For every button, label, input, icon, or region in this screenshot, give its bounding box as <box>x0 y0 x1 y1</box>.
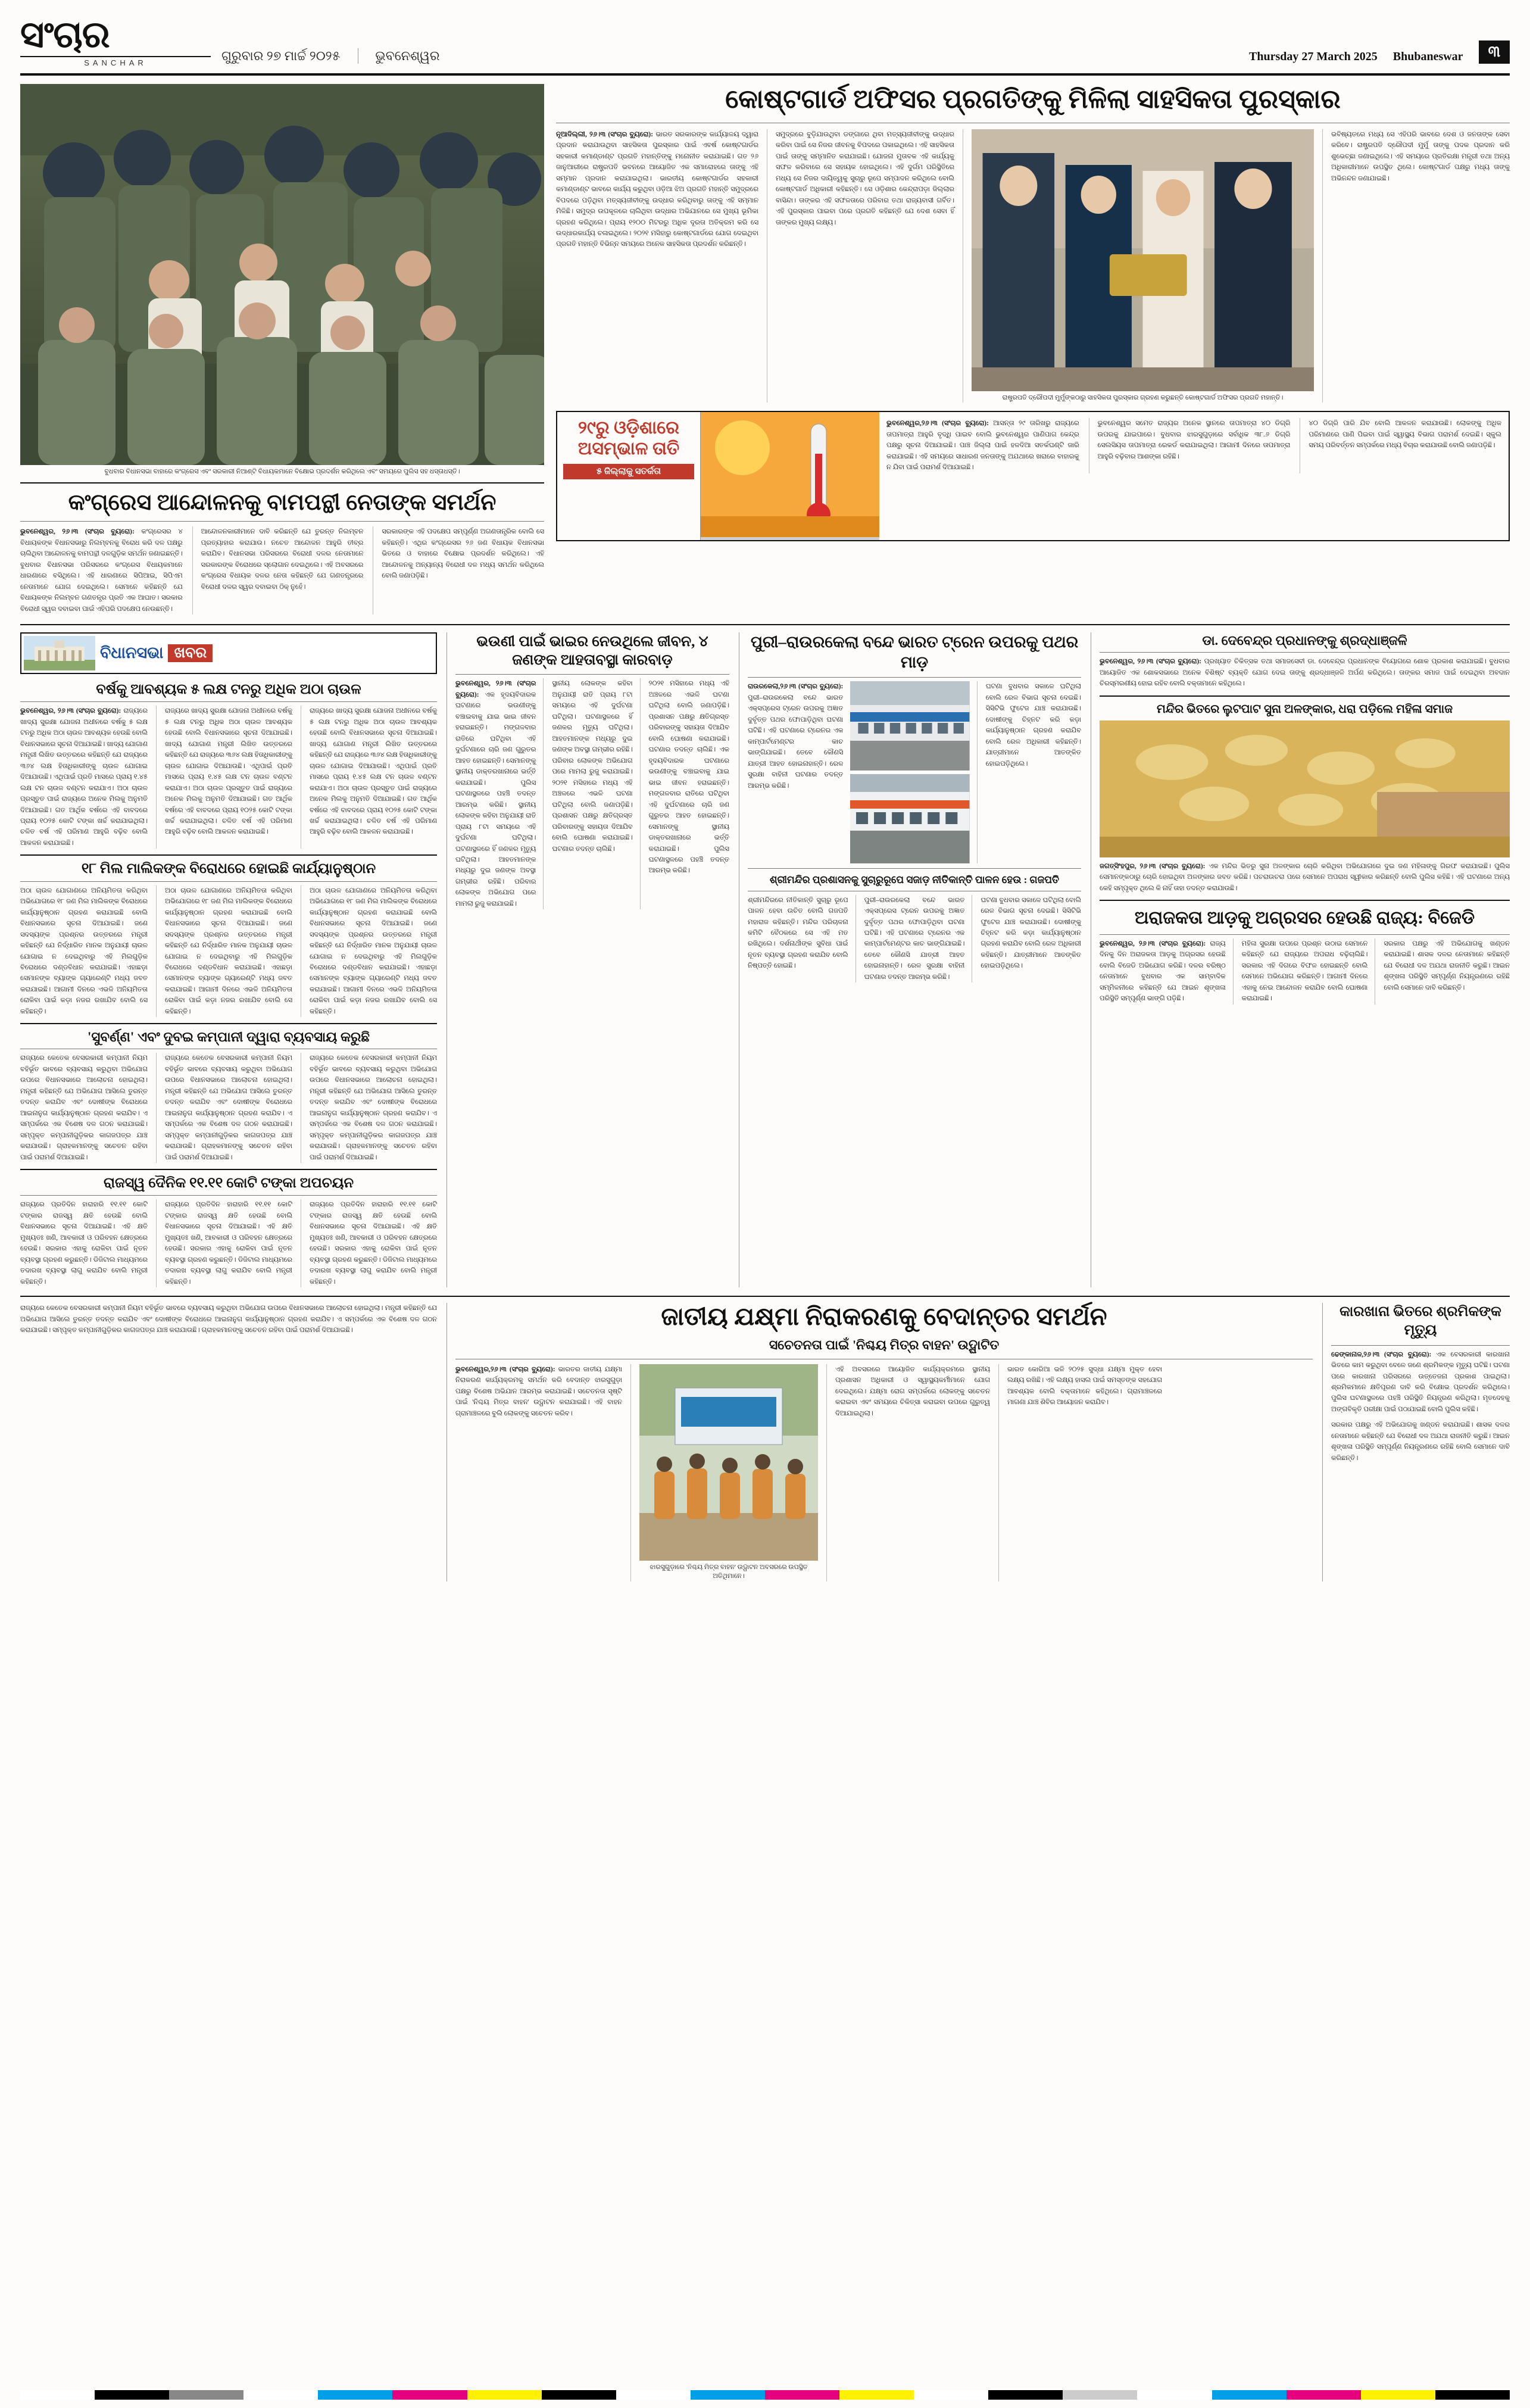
tribute-dateline: ଭୁବନେଶ୍ୱର, ୨୬।୩ (ସଂଚାର ବ୍ୟୁରୋ): <box>1100 658 1201 666</box>
assembly1-col-3: ରାଜ୍ୟରେ ଖାଦ୍ୟ ସୁରକ୍ଷା ଯୋଜନା ଅଧୀନରେ ବର୍ଷକୁ ୫ ଲକ୍ଷ ଟନରୁ ଅଧିକ ଅଠା ଚାଉଳ ଆବଶ୍ୟକ ହେଉଛି ବୋଲି ବିଧାନସଭାରେ ସୂଚନା ଦିଆଯାଇଛି। ଖାଦ୍ୟ ଯୋଗାଣ ମନ୍ତ୍ରୀ ଲିଖିତ ଉତ୍ତରରେ କହିଛନ୍ତି ଯେ ରାଜ୍ୟରେ ୩୬୪ ଲକ୍ଷ ହିତାଧିକାରୀଙ୍କୁ ଚାଉଳ ଯୋଗାଇ ଦିଆଯାଉଛି। ଏଥିପାଇଁ ପ୍ରତି ମାସରେ ପ୍ରାୟ ୧.୪୫ ଲକ୍ଷ ଟନ ଚାଉଳ ବଣ୍ଟନ କରାଯାଏ। ଅଠା ଚାଉଳ ପ୍ରସ୍ତୁତ ପାଇଁ ରାଜ୍ୟରେ ଅନେକ ମିଲକୁ ଅନୁମତି ଦିଆଯାଇଛି। ଗତ ଆର୍ଥିକ ବର୍ଷରେ ଏହି ବାବଦରେ ପ୍ରାୟ ୧୦୨୫ କୋଟି ଟଙ୍କା ଖର୍ଚ୍ଚ କରାଯାଇଥିଲା। ଚଳିତ ବର୍ଷ ଏହି ପରିମାଣ ଆହୁରି ବଢ଼ିବ ବୋଲି ଆକଳନ କରାଯାଇଛି। <box>301 706 437 849</box>
assembly3-col-1: ରାଜ୍ୟରେ କେତେକ ବେସରକାରୀ କମ୍ପାନୀ ନିୟମ ବହିର୍ଭୂତ ଭାବରେ ବ୍ୟବସାୟ କରୁଥିବା ଅଭିଯୋଗ ଉପରେ ବିଧାନସଭାରେ ଆଲୋଚନା ହୋଇଥିଲା। ମନ୍ତ୍ରୀ କହିଛନ୍ତି ଯେ ଅଭିଯୋଗ ଆସିଲେ ତୁରନ୍ତ ତଦନ୍ତ କରାଯିବ ଏବଂ ଦୋଷୀଙ୍କ ବିରୋଧରେ ଆଇନାନୁଗ କାର୍ଯ୍ୟାନୁଷ୍ଠାନ ଗ୍ରହଣ କରାଯିବ। ଏ ସମ୍ପର୍କରେ ଏକ ବିଶେଷ ଦଳ ଗଠନ କରାଯାଇଛି। ସମ୍ପୃକ୍ତ କମ୍ପାନୀଗୁଡ଼ିକର କାଗଜପତ୍ର ଯାଞ୍ଚ କରାଯାଉଛି। ଗ୍ରାହକମାନଙ୍କୁ ସଚେତନ ରହିବା ପାଇଁ ପରାମର୍ଶ ଦିଆଯାଇଛି। <box>20 1055 148 1161</box>
factory-headline: କାରଖାନା ଭିତରେ ଶ୍ରମିକଙ୍କ ମୃତ୍ୟୁ <box>1339 1304 1501 1339</box>
assembly2-col-3: ଅଠା ଚାଉଳ ଯୋଗାଣରେ ଅନିୟମିତତା କରିଥିବା ଅଭିଯୋଗରେ ୧୮ ଜଣ ମିଲ ମାଲିକଙ୍କ ବିରୋଧରେ କାର୍ଯ୍ୟାନୁଷ୍ଠାନ ଗ୍ରହଣ କରାଯାଇଛି ବୋଲି ବିଧାନସଭାରେ ସୂଚନା ଦିଆଯାଇଛି। ଜଣେ ସଦସ୍ୟଙ୍କ ପ୍ରଶ୍ନର ଉତ୍ତରରେ ମନ୍ତ୍ରୀ କହିଛନ୍ତି ଯେ ନିର୍ଦ୍ଧାରିତ ମାନକ ଅନୁଯାୟୀ ଚାଉଳ ଯୋଗାଇ ନ ଦେଇଥିବାରୁ ଏହି ମିଲଗୁଡ଼ିକ ବିରୋଧରେ ଦଣ୍ଡବିଧାନ କରାଯାଇଛି। ଏହାଛଡ଼ା ସେମାନଙ୍କ ବ୍ୟାଙ୍କ ଗ୍ୟାରେଣ୍ଟି ମଧ୍ୟ ଜବତ କରାଯାଇଛି। ଆଗାମୀ ଦିନରେ ଏଭଳି ଅନିୟମିତତା ରୋକିବା ପାଇଁ କଡ଼ା ନଜର ରଖାଯିବ ବୋଲି ସେ କହିଛନ୍ତି। <box>301 885 437 1018</box>
coastguard-headline: କୋଷ୍ଟଗାର୍ଡ ଅଫିସର ପ୍ରଗତିଙ୍କୁ ମିଳିଲା ସାହସିକତା ପୁରସ୍କାର <box>725 85 1341 114</box>
assembly1-headline: ବର୍ଷକୁ ଆବଶ୍ୟକ ୫ ଲକ୍ଷ ଟନରୁ ଅଧିକ ଅଠା ଚାଉଳ <box>96 681 361 697</box>
right-column <box>1091 632 1510 1287</box>
heatwave-col-1 <box>886 418 1079 473</box>
temple-theft-text: ଏକ ମନ୍ଦିର ଭିତରୁ ସୁନା ଅଳଙ୍କାର ଚୋରି କରିଥିବା ଅଭିଯୋଗରେ ଦୁଇ ଜଣ ମହିଳାଙ୍କୁ ଗିରଫ କରାଯାଇଛି। ପୁଲିସ ସେମାନଙ୍କଠାରୁ ଚୋରି ହୋଇଥିବା ଅଳଙ୍କାର ଜବତ କରିଛି। ପଚରାଉଚରା ପରେ ସେମାନେ ଅପରାଧ ସ୍ୱୀକାର କରିଛନ୍ତି ବୋଲି ପୁଲିସ କହିଛି। ଏହି ଘଟଣାରେ ଅନ୍ୟ କେହି ସମ୍ପୃକ୍ତ ଥିଲେ କି ନାହିଁ ତାହା ତଦନ୍ତ କରାଯାଉଛି। <box>1100 862 1510 892</box>
train-headline: ପୁରୀ–ରାଉରକେଲା ବନ୍ଦେ ଭାରତ ଟ୍ରେନ ଉପରକୁ ପଥର ମାଡ଼ <box>750 632 1079 671</box>
masthead-logo <box>20 17 211 67</box>
masthead-right <box>1249 40 1510 67</box>
assembly-building-image <box>24 636 95 670</box>
lead-photo <box>20 84 544 465</box>
accident-column <box>446 632 729 1287</box>
assembly3-col-2: ରାଜ୍ୟରେ କେତେକ ବେସରକାରୀ କମ୍ପାନୀ ନିୟମ ବହିର୍ଭୂତ ଭାବରେ ବ୍ୟବସାୟ କରୁଥିବା ଅଭିଯୋଗ ଉପରେ ବିଧାନସଭାରେ ଆଲୋଚନା ହୋଇଥିଲା। ମନ୍ତ୍ରୀ କହିଛନ୍ତି ଯେ ଅଭିଯୋଗ ଆସିଲେ ତୁରନ୍ତ ତଦନ୍ତ କରାଯିବ ଏବଂ ଦୋଷୀଙ୍କ ବିରୋଧରେ ଆଇନାନୁଗ କାର୍ଯ୍ୟାନୁଷ୍ଠାନ ଗ୍ରହଣ କରାଯିବ। ଏ ସମ୍ପର୍କରେ ଏକ ବିଶେଷ ଦଳ ଗଠନ କରାଯାଇଛି। ସମ୍ପୃକ୍ତ କମ୍ପାନୀଗୁଡ଼ିକର କାଗଜପତ୍ର ଯାଞ୍ଚ କରାଯାଉଛି। ଗ୍ରାହକମାନଙ୍କୁ ସଚେତନ ରହିବା ପାଇଁ ପରାମର୍ଶ ଦିଆଯାଇଛି। <box>156 1053 292 1163</box>
train-column <box>739 632 1081 1287</box>
bottom-section <box>20 1303 1510 1581</box>
coastguard-dateline: ନୂଆଦିଲ୍ଲୀ, ୨୬।୩ (ସଂଚାର ବ୍ୟୁରୋ): <box>556 130 654 138</box>
bottom-filler-column <box>20 1303 437 1581</box>
heatwave-story <box>556 411 1510 541</box>
assembly4-col-3: ରାଜ୍ୟରେ ପ୍ରତିଦିନ ହାରାହାରି ୧୧.୧୧ କୋଟି ଟଙ୍କାର ରାଜସ୍ୱ କ୍ଷତି ହେଉଛି ବୋଲି ବିଧାନସଭାରେ ସୂଚନା ଦିଆଯାଇଛି। ଏହି କ୍ଷତି ମୁଖ୍ୟତଃ ଖଣି, ଆବକାରୀ ଓ ପରିବହନ କ୍ଷେତ୍ରରେ ହେଉଛି। ସରକାର ଏହାକୁ ରୋକିବା ପାଇଁ ନୂତନ ବ୍ୟବସ୍ଥା ଗ୍ରହଣ କରୁଛନ୍ତି। ଡିଜିଟାଲ ମାଧ୍ୟମରେ ତଦାରଖ ବ୍ୟବସ୍ଥା ଲାଗୁ କରାଯିବ ବୋଲି ମନ୍ତ୍ରୀ କହିଛନ୍ତି। <box>301 1199 437 1287</box>
congress-col-2: ଆନ୍ଦୋଳନକାରୀମାନେ ଦାବି କରିଛନ୍ତି ଯେ ତୁରନ୍ତ ନିଲମ୍ବନ ପ୍ରତ୍ୟାହାର କରାଯାଉ। ନଚେତ ଆନ୍ଦୋଳନ ଆହୁରି ତୀବ୍ର କରାଯିବ। ବିଧାନସଭା ପରିସରରେ ବିରୋଧୀ ଦଳର ନେତାମାନେ ସରକାରଙ୍କ ବିରୋଧରେ ସ୍ଲୋଗାନ ଦେଇଥିଲେ। ଏହି ଅବସରରେ କଂଗ୍ରେସ ବିଧାୟକ ଦଳର ନେତା କହିଛନ୍ତି ଯେ ଗଣତନ୍ତ୍ରରେ ବିରୋଧୀ ଦଳର ସ୍ୱର ଦବାଇବା ଠିକ୍ ନୁହେଁ। <box>192 526 364 615</box>
assembly4-col-1: ରାଜ୍ୟରେ ପ୍ରତିଦିନ ହାରାହାରି ୧୧.୧୧ କୋଟି ଟଙ୍କାର ରାଜସ୍ୱ କ୍ଷତି ହେଉଛି ବୋଲି ବିଧାନସଭାରେ ସୂଚନା ଦିଆଯାଇଛି। ଏହି କ୍ଷତି ମୁଖ୍ୟତଃ ଖଣି, ଆବକାରୀ ଓ ପରିବହନ କ୍ଷେତ୍ରରେ ହେଉଛି। ସରକାର ଏହାକୁ ରୋକିବା ପାଇଁ ନୂତନ ବ୍ୟବସ୍ଥା ଗ୍ରହଣ କରୁଛନ୍ତି। ଡିଜିଟାଲ ମାଧ୍ୟମରେ ତଦାରଖ ବ୍ୟବସ୍ଥା ଲାଗୁ କରାଯିବ ବୋଲି ମନ୍ତ୍ରୀ କହିଛନ୍ତି। <box>20 1201 148 1286</box>
masthead-date-english: Thursday 27 March 2025 <box>1248 50 1378 63</box>
heatwave-subhead: ୫ ଜିଲ୍ଲାକୁ ସତର୍କତା <box>563 464 694 479</box>
heatwave-dateline: ଭୁବନେଶ୍ୱର,୨୬।୩ (ସଂଚାର ବ୍ୟୁରୋ): <box>886 420 989 428</box>
accident-col-3 <box>640 678 729 909</box>
assembly2-headline: ୧୮ ମିଲ ମାଲିକଙ୍କ ବିରୋଧରେ ହୋଇଛି କାର୍ଯ୍ୟାନୁଷ୍ଠାନ <box>81 861 376 877</box>
congress-dateline: ଭୁବନେଶ୍ୱର, ୨୬।୩ (ସଂଚାର ବ୍ୟୁରୋ): <box>20 528 135 536</box>
heatwave-headline: ୨୯ରୁ ଓଡ଼ିଶାରେ ଅସମ୍ଭାଳ ତାତି <box>577 418 680 458</box>
bjd-dateline: ଭୁବନେଶ୍ୱର, ୨୬।୩ (ସଂଚାର ବ୍ୟୁରୋ): <box>1100 940 1206 947</box>
temple-theft-headline: ମନ୍ଦିର ଭିତରେ ଲୁଟପାଟ ସୁନା ଅଳଙ୍କାର, ଧରା ପଡ଼ିଲେ ମହିଳା ସମାଜ <box>1156 702 1453 716</box>
congress-col-1 <box>20 526 183 615</box>
factory-dateline: ଢେଙ୍କାନାଳ,୨୬।୩ (ସଂଚାର ବ୍ୟୁରୋ): <box>1331 1350 1432 1358</box>
coastguard-photo <box>972 129 1314 391</box>
congress-body <box>20 526 544 615</box>
color-registration-bar <box>20 2390 1510 2400</box>
accident-text-3: ୨୦୨୧ ମସିହାରେ ମଧ୍ୟ ଏହି ଅଞ୍ଚଳରେ ଏଭଳି ଘଟଣା ଘଟିଥିଲା ବୋଲି ଜଣାପଡ଼ିଛି। ପ୍ରଶାସନ ପକ୍ଷରୁ କ୍ଷତିଗ୍ରସ୍ତ ପରିବାରଙ୍କୁ ସହାୟତା ଦିଆଯିବ ବୋଲି ଘୋଷଣା କରାଯାଇଛି। ଘଟଣାର ତଦନ୍ତ ଚାଲିଛି। <box>648 680 729 754</box>
lead-photo-block <box>20 84 544 615</box>
accident-text-2: ସ୍ଥାନୀୟ ଲୋକଙ୍କ କହିବା ଅନୁଯାୟୀ ରାତି ପ୍ରାୟ ୮ଟା ସମୟରେ ଏହି ଦୁର୍ଘଟଣା ଘଟିଥିଲା। ଘଟଣାସ୍ଥଳରେ ହିଁ ଜଣକର ମୃତ୍ୟୁ ଘଟିଥିଲା। ଆହତମାନଙ୍କ ମଧ୍ୟରୁ ଦୁଇ ଜଣଙ୍କ ଅବସ୍ଥା ଗମ୍ଭୀର ରହିଛି। ପରିବାର ଲୋକଙ୍କ ଅଭିଯୋଗ ପରେ ମାମଲା ରୁଜୁ କରାଯାଇଛି। <box>552 680 633 776</box>
temple-theft-photo <box>1100 720 1510 857</box>
assembly2-col-2: ଅଠା ଚାଉଳ ଯୋଗାଣରେ ଅନିୟମିତତା କରିଥିବା ଅଭିଯୋଗରେ ୧୮ ଜଣ ମିଲ ମାଲିକଙ୍କ ବିରୋଧରେ କାର୍ଯ୍ୟାନୁଷ୍ଠାନ ଗ୍ରହଣ କରାଯାଇଛି ବୋଲି ବିଧାନସଭାରେ ସୂଚନା ଦିଆଯାଇଛି। ଜଣେ ସଦସ୍ୟଙ୍କ ପ୍ରଶ୍ନର ଉତ୍ତରରେ ମନ୍ତ୍ରୀ କହିଛନ୍ତି ଯେ ନିର୍ଦ୍ଧାରିତ ମାନକ ଅନୁଯାୟୀ ଚାଉଳ ଯୋଗାଇ ନ ଦେଇଥିବାରୁ ଏହି ମିଲଗୁଡ଼ିକ ବିରୋଧରେ ଦଣ୍ଡବିଧାନ କରାଯାଇଛି। ଏହାଛଡ଼ା ସେମାନଙ୍କ ବ୍ୟାଙ୍କ ଗ୍ୟାରେଣ୍ଟି ମଧ୍ୟ ଜବତ କରାଯାଇଛି। ଆଗାମୀ ଦିନରେ ଏଭଳି ଅନିୟମିତତା ରୋକିବା ପାଇଁ କଡ଼ା ନଜର ରଖାଯିବ ବୋଲି ସେ କହିଛନ୍ତି। <box>156 885 292 1018</box>
coastguard-col-1 <box>556 129 758 250</box>
temple-admin-col-2: ପୁରୀ–ରାଉରକେଲା ବନ୍ଦେ ଭାରତ ଏକ୍ସପ୍ରେସ ଟ୍ରେନ ଉପରକୁ ଅଜ୍ଞାତ ଦୁର୍ବୃତ୍ତ ପଥର ଫୋପାଡ଼ିଥିବା ଘଟଣା ଘଟିଛି। ଏହି ଘଟଣାରେ ଟ୍ରେନର ଏକ କାମ୍ପାର୍ଟମେଣ୍ଟର କାଚ ଭାଙ୍ଗିଯାଇଛି। ତେବେ କୌଣସି ଯାତ୍ରୀ ଆହତ ହୋଇନାହାନ୍ତି। ରେଳ ସୁରକ୍ଷା ବାହିନୀ ଘଟଣାର ତଦନ୍ତ ଆରମ୍ଭ କରିଛି। <box>855 895 965 983</box>
congress-col-3: ସରକାରଙ୍କ ଏହି ପଦକ୍ଷେପ ସମ୍ପୂର୍ଣ୍ଣ ଅଗଣତାନ୍ତ୍ରିକ ବୋଲି ସେ କହିଛନ୍ତି। ଏଥିର କଂଗ୍ରେସର ୨୬ ଜଣ ବିଧାୟକ ବିଧାନସଭା ଭିତରେ ଓ ବାହାରେ ବିକ୍ଷୋଭ ପ୍ରଦର୍ଶନ କରିଥିଲେ। ଏହି ଆନ୍ଦୋଳନକୁ ଅନ୍ୟାନ୍ୟ ବିରୋଧୀ ଦଳ ମଧ୍ୟ ସମର୍ଥନ କରିଥିଲେ ବୋଲି ଜଣାପଡ଼ିଛି। <box>373 526 544 615</box>
tb-photo-caption: ଝାରସୁଗୁଡ଼ାରେ 'ନିଶ୍ଚୟ ମିତ୍ର ବାହନ' ଉଦ୍ଘାଟନ ଅବସରରେ ଉପସ୍ଥିତ ଅତିଥିମାନେ। <box>650 1563 808 1580</box>
tb-col-3: ଭାରତ କୋରିଆ ଭଳି ୨୦୨୫ ସୁଦ୍ଧା ଯକ୍ଷ୍ମା ମୁକ୍ତ ହେବା ଲକ୍ଷ୍ୟ ରଖିଛି। ଏହି ଲକ୍ଷ୍ୟ ହାସଲ ପାଇଁ ସମସ୍ତଙ୍କ ସହଯୋଗ ଆବଶ୍ୟକ ବୋଲି ବକ୍ତାମାନେ କହିଥିଲେ। ଗ୍ରାମାଞ୍ଚଳରେ ମାଗଣା ଯାଞ୍ଚ ଶିବିର ଆୟୋଜନ କରାଯିବ। <box>1007 1365 1162 1406</box>
coastguard-col-3: ଭବିଷ୍ୟତରେ ମଧ୍ୟ ସେ ଏହିପରି ଭାବରେ ଦେଶ ଓ ଜନତାଙ୍କ ସେବା କରିବେ। ରାଷ୍ଟ୍ରପତି ଦ୍ରୌପଦୀ ମୁର୍ମୁ ତାଙ୍କୁ ପଦକ ପ୍ରଦାନ କରି ଶୁଭେଚ୍ଛା ଜଣାଇଥିଲେ। ଏହି ସମୟରେ ପ୍ରତିରକ୍ଷା ମନ୍ତ୍ରୀ ତଥା ଅନ୍ୟ ଅଧିକାରୀମାନେ ଉପସ୍ଥିତ ଥିଲେ। କୋଷ୍ଟଗାର୍ଡ ପକ୍ଷରୁ ମଧ୍ୟ ତାଙ୍କୁ ଅଭିନନ୍ଦନ ଜଣାଯାଇଛି। <box>1331 130 1510 182</box>
tb-dateline: ଭୁବନେଶ୍ୱର,୨୬।୩ (ସଂଚାର ବ୍ୟୁରୋ): <box>455 1365 555 1373</box>
bjd-col-1 <box>1100 938 1226 1005</box>
assembly3-headline: 'ସୁବର୍ଣ୍ଣ' ଏବଂ ଦୁବଇ କମ୍ପାନୀ ଦ୍ୱାରା ବ୍ୟବସାୟ କରୁଛି <box>88 1030 370 1045</box>
factory-text: ଏକ ବେସରକାରୀ କାରଖାନା ଭିତରେ କାମ କରୁଥିବା ବେଳେ ଜଣେ ଶ୍ରମିକଙ୍କ ମୃତ୍ୟୁ ଘଟିଛି। ଘଟଣା ପରେ କାରଖାନା ପରିସରରେ ଉତ୍ତେଜନା ପ୍ରକାଶ ପାଇଥିଲା। ଶ୍ରମିକମାନେ କ୍ଷତିପୂରଣ ଦାବି କରି ବିକ୍ଷୋଭ ପ୍ରଦର୍ଶନ କରିଥିଲେ। ପୁଲିସ ଘଟଣାସ୍ଥଳରେ ପହଞ୍ଚି ପରିସ୍ଥିତି ନିୟନ୍ତ୍ରଣ କରିଥିଲା। ମୃତଦେହକୁ ଅଙ୍ଗବିକୃତି ପରୀକ୍ଷା ପାଇଁ ପଠାଯାଇଛି ବୋଲି ପୁଲିସ କହିଛି। <box>1331 1350 1510 1413</box>
masthead-city-odia: ଭୁବନେଶ୍ୱର <box>358 48 439 64</box>
congress-text-1: କଂଗ୍ରେସର ୪ ବିଧାୟକଙ୍କ ବିଧାନସଭାରୁ ନିଲମ୍ବନକୁ ବିରୋଧ କରି ଦଳ ପକ୍ଷରୁ ଚାଲିଥିବା ଆନ୍ଦୋଳନକୁ ବାମପନ୍ଥୀ ଦଳଗୁଡ଼ିକ ସମର୍ଥନ ଜଣାଇଛନ୍ତି। ବୁଧବାର ବିଧାନସଭା ପରିସରରେ କଂଗ୍ରେସ ବିଧାୟକମାନେ ଧାରଣାରେ ବସିଥିଲେ। ଏହି ଧାରଣାରେ ସିପିଆଇ, ସିପିଏମ ନେତାମାନେ ଯୋଗ ଦେଇଥିଲେ। ସେମାନେ କହିଛନ୍ତି ଯେ ବିଧାୟକଙ୍କ ନିଲମ୍ବନ ଗଣତନ୍ତ୍ର ପ୍ରତି ଏକ ଆଘାତ। ସରକାର ବିରୋଧୀ ସ୍ୱର ଦବାଇବା ପାଇଁ ଏହିପରି ପଦକ୍ଷେପ ନେଉଛନ୍ତି। <box>20 528 183 613</box>
accident-text-2b: ୨୦୨୧ ମସିହାରେ ମଧ୍ୟ ଏହି ଅଞ୍ଚଳରେ ଏଭଳି ଘଟଣା ଘଟିଥିଲା ବୋଲି ଜଣାପଡ଼ିଛି। ପ୍ରଶାସନ ପକ୍ଷରୁ କ୍ଷତିଗ୍ରସ୍ତ ପରିବାରଙ୍କୁ ସହାୟତା ଦିଆଯିବ ବୋଲି ଘୋଷଣା କରାଯାଇଛି। ଘଟଣାର ତଦନ୍ତ ଚାଲିଛି। <box>552 779 633 853</box>
train-col-1 <box>748 681 843 791</box>
temple-theft-dateline: ଜଗତ୍‌ସିଂହପୁର, ୨୬।୩ (ସଂଚାର ବ୍ୟୁରୋ): <box>1100 862 1206 870</box>
masthead-city-english: Bhubaneswar <box>1392 50 1463 63</box>
tb-subheadline: ସଚେତନତା ପାଇଁ 'ନିଶ୍ଚୟ ମିତ୍ର ବାହନ' ଉଦ୍ଘାଟିତ <box>769 1337 1000 1352</box>
assembly1-dateline: ଭୁବନେଶ୍ୱର, ୨୬।୩ (ସଂଚାର ବ୍ୟୁରୋ): <box>20 707 121 715</box>
heatwave-title-block <box>557 412 700 540</box>
heatwave-text-1: ଆସନ୍ତା ୨୯ ତାରିଖରୁ ରାଜ୍ୟରେ ତାପମାତ୍ରା ଆହୁରି ବୃଦ୍ଧି ପାଇବ ବୋଲି ଭୁବନେଶ୍ୱର ପାଣିପାଗ କେନ୍ଦ୍ର ପକ୍ଷରୁ ସୂଚନା ଦିଆଯାଇଛି। ପାଞ୍ଚ ଜିଲ୍ଲା ପାଇଁ ହଳଦିଆ ସତର୍କଘଣ୍ଟି ଜାରି କରାଯାଇଛି। ଏହି ସମୟରେ ସାଧାରଣ ଜନତାଙ୍କୁ ଅଯଥାରେ ଖରାରେ ବାହାରକୁ ନ ଯିବା ପାଇଁ ପରାମର୍ଶ ଦିଆଯାଇଛି। <box>886 420 1079 472</box>
train-text-1: ପୁରୀ–ରାଉରକେଲା ବନ୍ଦେ ଭାରତ ଏକ୍ସପ୍ରେସ ଟ୍ରେନ ଉପରକୁ ଅଜ୍ଞାତ ଦୁର୍ବୃତ୍ତ ପଥର ଫୋପାଡ଼ିଥିବା ଘଟଣା ଘଟିଛି। ଏହି ଘଟଣାରେ ଟ୍ରେନର ଏକ କାମ୍ପାର୍ଟମେଣ୍ଟର କାଚ ଭାଙ୍ଗିଯାଇଛି। ତେବେ କୌଣସି ଯାତ୍ରୀ ଆହତ ହୋଇନାହାନ୍ତି। ରେଳ ସୁରକ୍ଷା ବାହିନୀ ଘଟଣାର ତଦନ୍ତ ଆରମ୍ଭ କରିଛି। <box>748 694 844 790</box>
coastguard-photo-caption: ରାଷ୍ଟ୍ରପତି ଦ୍ରୌପଦୀ ମୁର୍ମୁଙ୍କଠାରୁ ସାହସିକତା ପୁରସ୍କାର ଗ୍ରହଣ କରୁଛନ୍ତି କୋଷ୍ଟଗାର୍ଡ ଅଫିସର ପ୍ରଗତି ମହାନ୍ତି। <box>1002 394 1284 401</box>
heatwave-col-3: ୪୦ ଡିଗ୍ରି ପାରି ଯିବ ବୋଲି ଆକଳନ କରାଯାଉଛି। ଲୋକଙ୍କୁ ଅଧିକ ପରିମାଣରେ ପାଣି ପିଇବା ପାଇଁ ସ୍ୱାସ୍ଥ୍ୟ ବିଭାଗ ପରାମର୍ଶ ଦେଇଛି। ସ୍କୁଲ ସମୟ ପରିବର୍ତ୍ତନ ସମ୍ପର୍କରେ ମଧ୍ୟ ବିଚାର କରାଯାଉଛି ବୋଲି ଜଣାପଡ଼ିଛି। <box>1300 418 1501 473</box>
temple-theft-body <box>1100 861 1510 894</box>
accident-text-1: ଏକ ହୃଦୟବିଦାରକ ଘଟଣାରେ ଭଉଣୀଙ୍କୁ ବଞ୍ଚାଇବାକୁ ଯାଇ ଭାଇ ଜୀବନ ହରାଇଛନ୍ତି। ମଙ୍ଗଳବାର ରାତିରେ ଘଟିଥିବା ଏହି ଦୁର୍ଘଟଣାରେ ଚାରି ଜଣ ଗୁରୁତର ଆହତ ହୋଇଛନ୍ତି। ସେମାନଙ୍କୁ ସ୍ଥାନୀୟ ଡାକ୍ତରଖାନାରେ ଭର୍ତ୍ତି କରାଯାଇଛି। ପୁଲିସ ଘଟଣାସ୍ଥଳରେ ପହଞ୍ଚି ତଦନ୍ତ ଆରମ୍ଭ କରିଛି। <box>455 691 536 809</box>
page-number: ୩ <box>1479 40 1510 64</box>
bjd-col-3: ସରକାର ପକ୍ଷରୁ ଏହି ଅଭିଯୋଗକୁ ଖଣ୍ଡନ କରାଯାଇଛି। ଶାସକ ଦଳର ନେତାମାନେ କହିଛନ୍ତି ଯେ ବିରୋଧୀ ଦଳ ଅଯଥା ରାଜନୀତି କରୁଛି। ଆଇନ ଶୃଙ୍ଖଳା ପରିସ୍ଥିତି ସମ୍ପୂର୍ଣ୍ଣ ନିୟନ୍ତ୍ରଣରେ ରହିଛି ବୋଲି ସେମାନେ ଦାବି କରିଛନ୍ତି। <box>1375 938 1510 1005</box>
tb-headline: ଜାତୀୟ ଯକ୍ଷ୍ମା ନିରାକରଣକୁ ବେଦାନ୍ତର ସମର୍ଥନ <box>661 1303 1107 1331</box>
temple-admin-col-1: ଶ୍ରୀମନ୍ଦିରରେ ନୀତିକାନ୍ତି ସୁଚାରୁ ରୂପେ ପାଳନ ହେବା ଉଚିତ ବୋଲି ଗଜପତି ମହାରାଜ କହିଛନ୍ତି। ମନ୍ଦିର ପରିଚାଳନା କମିଟି ବୈଠକରେ ସେ ଏହି ମତ ରଖିଥିଲେ। ଦର୍ଶନାର୍ଥୀଙ୍କ ସୁବିଧା ପାଇଁ ନୂତନ ବ୍ୟବସ୍ଥା ଗ୍ରହଣ କରାଯିବ ବୋଲି ନିଷ୍ପତ୍ତି ହୋଇଛି। <box>748 896 848 970</box>
tribute-body <box>1100 656 1510 689</box>
assembly1-col-1 <box>20 706 148 849</box>
train-dateline: ରାଉରକେଲା,୨୬।୩ (ସଂଚାର ବ୍ୟୁରୋ): <box>748 683 844 691</box>
assembly1-text: ରାଜ୍ୟରେ ଖାଦ୍ୟ ସୁରକ୍ଷା ଯୋଜନା ଅଧୀନରେ ବର୍ଷକୁ ୫ ଲକ୍ଷ ଟନରୁ ଅଧିକ ଅଠା ଚାଉଳ ଆବଶ୍ୟକ ହେଉଛି ବୋଲି ବିଧାନସଭାରେ ସୂଚନା ଦିଆଯାଇଛି। ଖାଦ୍ୟ ଯୋଗାଣ ମନ୍ତ୍ରୀ ଲିଖିତ ଉତ୍ତରରେ କହିଛନ୍ତି ଯେ ରାଜ୍ୟରେ ୩୬୪ ଲକ୍ଷ ହିତାଧିକାରୀଙ୍କୁ ଚାଉଳ ଯୋଗାଇ ଦିଆଯାଉଛି। ଏଥିପାଇଁ ପ୍ରତି ମାସରେ ପ୍ରାୟ ୧.୪୫ ଲକ୍ଷ ଟନ ଚାଉଳ ବଣ୍ଟନ କରାଯାଏ। ଅଠା ଚାଉଳ ପ୍ରସ୍ତୁତ ପାଇଁ ରାଜ୍ୟରେ ଅନେକ ମିଲକୁ ଅନୁମତି ଦିଆଯାଇଛି। ଗତ ଆର୍ଥିକ ବର୍ଷରେ ଏହି ବାବଦରେ ପ୍ରାୟ ୧୦୨୫ କୋଟି ଟଙ୍କା ଖର୍ଚ୍ଚ କରାଯାଇଥିଲା। ଚଳିତ ବର୍ଷ ଏହି ପରିମାଣ ଆହୁରି ବଢ଼ିବ ବୋଲି ଆକଳନ କରାଯାଇଛି। <box>20 707 148 847</box>
accident-dateline: ଭୁବନେଶ୍ୱର, ୨୬।୩ (ସଂଚାର ବ୍ୟୁରୋ): <box>455 680 536 698</box>
coastguard-text-1: ଭାରତ ସରକାରଙ୍କ କାର୍ଯ୍ୟାଳୟ ଦ୍ୱାରା ପ୍ରଦାନ କରାଯାଉଥିବା ସାହସିକତା ପୁରସ୍କାର ପାଇଁ ଏବର୍ଷ କୋଷ୍ଟଗାର୍ଡର ସହକାରୀ କମାଣ୍ଡାଣ୍ଟ ପ୍ରଗତି ମହାନ୍ତିଙ୍କୁ ମନୋନୀତ କରାଯାଇଛି। ଗତ ୨୬ ଜାନୁଆରୀରେ ରାଷ୍ଟ୍ରପତି ଭବନରେ ଆୟୋଜିତ ଏକ ସମାରୋହରେ ତାଙ୍କୁ ଏହି ସମ୍ମାନ ପ୍ରଦାନ କରାଯାଇଥିଲା। ଭାରତୀୟ କୋଷ୍ଟଗାର୍ଡର ସହକାରୀ କମାଣ୍ଡାଣ୍ଟ ଭାବରେ କାର୍ଯ୍ୟ କରୁଥିବା ଓଡ଼ିଆ ଝିଅ ପ୍ରଗତି ମହାନ୍ତି ସମୁଦ୍ରରେ ବିପଦରେ ପଡ଼ିଥିବା ମତ୍ସ୍ୟଜୀବୀଙ୍କୁ ଉଦ୍ଧାର କରିଥିବାରୁ ତାଙ୍କୁ ଏହି ସମ୍ମାନ ମିଳିଛି। ସମୁଦ୍ର ଉପକୂଳରେ ଚାଲିଥିବା ଉଦ୍ଧାର ଅଭିଯାନରେ ସେ ମୁଖ୍ୟ ଭୂମିକା ଗ୍ରହଣ କରିଥିଲେ। ପ୍ରାୟ ୧୨୦୦ ମିଟରରୁ ଅଧିକ ଦୂରତା ଅତିକ୍ରମ କରି ସେ ଉଦ୍ଧାରକାର୍ଯ୍ୟ ଚଳାଇଥିଲେ। ୨୦୨୧ ମସିହାରୁ କୋଷ୍ଟଗାର୍ଡରେ ଯୋଗ ଦେଇଥିବା ପ୍ରଗତି ମହାନ୍ତି ବିଭିନ୍ନ ସମୟରେ ଅନେକ ସାହସିକତା ପ୍ରଦର୍ଶନ କରିଛନ୍ତି। <box>556 130 759 248</box>
accident-text-1b: ସ୍ଥାନୀୟ ଲୋକଙ୍କ କହିବା ଅନୁଯାୟୀ ରାତି ପ୍ରାୟ ୮ଟା ସମୟରେ ଏହି ଦୁର୍ଘଟଣା ଘଟିଥିଲା। ଘଟଣାସ୍ଥଳରେ ହିଁ ଜଣକର ମୃତ୍ୟୁ ଘଟିଥିଲା। ଆହତମାନଙ୍କ ମଧ୍ୟରୁ ଦୁଇ ଜଣଙ୍କ ଅବସ୍ଥା ଗମ୍ଭୀର ରହିଛି। ପରିବାର ଲୋକଙ୍କ ଅଭିଯୋଗ ପରେ ମାମଲା ରୁଜୁ କରାଯାଇଛି। <box>455 801 536 907</box>
logo-text: ସଂଚାର <box>20 15 110 55</box>
assembly-badge <box>20 632 437 674</box>
bjd-col-2: ମହିଳା ସୁରକ୍ଷା ଉପରେ ପ୍ରଶ୍ନ ଉଠାଇ ସେମାନେ କହିଛନ୍ତି ଯେ ରାଜ୍ୟରେ ଅପରାଧ ବଢ଼ିଚାଲିଛି। ସରକାର ଏହି ଦିଗରେ ବିଫଳ ହୋଇଛନ୍ତି ବୋଲି ସେମାନେ ଅଭିଯୋଗ କରିଛନ୍ତି। ଆଗାମୀ ଦିନରେ ଏହାକୁ ନେଇ ଆନ୍ଦୋଳନ କରାଯିବ ବୋଲି ଘୋଷଣା କରାଯାଇଛି। <box>1233 938 1368 1005</box>
assembly4-headline: ରାଜସ୍ୱ ଦୈନିକ ୧୧.୧୧ କୋଟି ଟଙ୍କା ଅପଚୟନ <box>103 1175 354 1191</box>
accident-headline: ଭଉଣୀ ପାଇଁ ଭାଇର ନେଉଥିଲେ ଜୀବନ, ୪ ଜଣଙ୍କ ଆହତାବସ୍ଥା କାରବାଡ଼ <box>476 633 708 669</box>
masthead-date-odia: ଗୁରୁବାର ୨୭ ମାର୍ଚ୍ଚ ୨୦୨୫ <box>221 48 341 63</box>
tb-text-1: ଭାରତର ଜାତୀୟ ଯକ୍ଷ୍ମା ନିରାକରଣ କାର୍ଯ୍ୟକ୍ରମକୁ ସମର୍ଥନ କରି ବେଦାନ୍ତ ଝାରସୁଗୁଡ଼ା ପକ୍ଷରୁ ବିଶେଷ ଅଭିଯାନ ଆରମ୍ଭ କରାଯାଇଛି। ସଚେତନତା ସୃଷ୍ଟି ପାଇଁ 'ନିଶ୍ଚୟ ମିତ୍ର ବାହନ' ଉଦ୍ଘାଟନ କରାଯାଇଛି। ଏହି ବାହନ ଗ୍ରାମାଞ୍ଚଳରେ ବୁଲି ଲୋକଙ୍କୁ ସଚେତନ କରିବ। <box>455 1365 622 1417</box>
tribute-headline: ଡା. ଦେବେନ୍ଦ୍ର ପ୍ରଧାନଙ୍କୁ ଶ୍ରଦ୍ଧାଞ୍ଜଳି <box>1202 632 1407 648</box>
train-photo <box>850 681 969 771</box>
accident-col-1 <box>455 678 536 909</box>
masthead <box>20 17 1510 76</box>
accident-text-3b: ଏକ ହୃଦୟବିଦାରକ ଘଟଣାରେ ଭଉଣୀଙ୍କୁ ବଞ୍ଚାଇବାକୁ ଯାଇ ଭାଇ ଜୀବନ ହରାଇଛନ୍ତି। ମଙ୍ଗଳବାର ରାତିରେ ଘଟିଥିବା ଏହି ଦୁର୍ଘଟଣାରେ ଚାରି ଜଣ ଗୁରୁତର ଆହତ ହୋଇଛନ୍ତି। ସେମାନଙ୍କୁ ସ୍ଥାନୀୟ ଡାକ୍ତରଖାନାରେ ଭର୍ତ୍ତି କରାଯାଇଛି। ପୁଲିସ ଘଟଣାସ୍ଥଳରେ ପହଞ୍ଚି ତଦନ୍ତ ଆରମ୍ଭ କରିଛି। <box>648 746 729 875</box>
assembly-badge-label1: ବିଧାନସଭା <box>100 643 164 662</box>
assembly-column <box>20 632 437 1287</box>
logo-subtext: SANCHAR <box>20 56 211 67</box>
tb-column <box>446 1303 1313 1581</box>
heatwave-col-2: ଭୁବନେଶ୍ୱର ସମେତ ରାଜ୍ୟର ଅନେକ ସ୍ଥାନରେ ତାପମାତ୍ରା ୪୦ ଡିଗ୍ରି ଉପରକୁ ଯାଇପାରେ। ବୁଧବାର ଝାରସୁଗୁଡ଼ାରେ ସର୍ବାଧିକ ୩୮.୬ ଡିଗ୍ରି ସେଲସିୟସ ତାପମାତ୍ରା ରେକର୍ଡ କରାଯାଇଥିଲା। ଆଗାମୀ ଦିନରେ ତାପମାତ୍ରା ଆହୁରି ବଢ଼ିବାର ଆଶଙ୍କା ରହିଛି। <box>1089 418 1291 473</box>
tb-photo <box>639 1364 818 1561</box>
tb-col-1 <box>455 1364 622 1419</box>
assembly3-col-3: ରାଜ୍ୟରେ କେତେକ ବେସରକାରୀ କମ୍ପାନୀ ନିୟମ ବହିର୍ଭୂତ ଭାବରେ ବ୍ୟବସାୟ କରୁଥିବା ଅଭିଯୋଗ ଉପରେ ବିଧାନସଭାରେ ଆଲୋଚନା ହୋଇଥିଲା। ମନ୍ତ୍ରୀ କହିଛନ୍ତି ଯେ ଅଭିଯୋଗ ଆସିଲେ ତୁରନ୍ତ ତଦନ୍ତ କରାଯିବ ଏବଂ ଦୋଷୀଙ୍କ ବିରୋଧରେ ଆଇନାନୁଗ କାର୍ଯ୍ୟାନୁଷ୍ଠାନ ଗ୍ରହଣ କରାଯିବ। ଏ ସମ୍ପର୍କରେ ଏକ ବିଶେଷ ଦଳ ଗଠନ କରାଯାଇଛି। ସମ୍ପୃକ୍ତ କମ୍ପାନୀଗୁଡ଼ିକର କାଗଜପତ୍ର ଯାଞ୍ଚ କରାଯାଉଛି। ଗ୍ରାହକମାନଙ୍କୁ ସଚେତନ ରହିବା ପାଇଁ ପରାମର୍ଶ ଦିଆଯାଇଛି। <box>301 1053 437 1163</box>
lead-photo-caption: ବୁଧବାର ବିଧାନସଭା ବାହାରେ କଂଗ୍ରେସ ଏବଂ ସରକାରୀ ନିଆଣ୍ଟି ବିଧାୟକମାନେ ବିକ୍ଷୋଭ ପ୍ରଦର୍ଶନ କରିଥିଲେ ଏବଂ ସମୟରେ ପୁଲିସ ସହ ଧସ୍ତାଧସ୍ତି। <box>104 468 460 475</box>
bjd-headline: ଅରାଜକତା ଆଡ଼କୁ ଅଗ୍ରସର ହେଉଛି ରାଜ୍ୟ: ବିଜେଡି <box>1134 908 1475 928</box>
middle-section <box>20 632 1510 1287</box>
bjd-text-1: ରାଜ୍ୟ ଦିନକୁ ଦିନ ଅରାଜକତା ଆଡ଼କୁ ଅଗ୍ରସର ହେଉଛି ବୋଲି ବିଜେଡି ଅଭିଯୋଗ କରିଛି। ଦଳର ବରିଷ୍ଠ ନେତାମାନେ ବୁଧବାର ଏକ ସାମ୍ବାଦିକ ସମ୍ମିଳନୀରେ କହିଛନ୍ତି ଯେ ଆଇନ ଶୃଙ୍ଖଳା ପରିସ୍ଥିତି ସମ୍ପୂର୍ଣ୍ଣ ଭାଙ୍ଗି ପଡ଼ିଛି। <box>1100 940 1226 1003</box>
assembly2-col-1: ଅଠା ଚାଉଳ ଯୋଗାଣରେ ଅନିୟମିତତା କରିଥିବା ଅଭିଯୋଗରେ ୧୮ ଜଣ ମିଲ ମାଲିକଙ୍କ ବିରୋଧରେ କାର୍ଯ୍ୟାନୁଷ୍ଠାନ ଗ୍ରହଣ କରାଯାଇଛି ବୋଲି ବିଧାନସଭାରେ ସୂଚନା ଦିଆଯାଇଛି। ଜଣେ ସଦସ୍ୟଙ୍କ ପ୍ରଶ୍ନର ଉତ୍ତରରେ ମନ୍ତ୍ରୀ କହିଛନ୍ତି ଯେ ନିର୍ଦ୍ଧାରିତ ମାନକ ଅନୁଯାୟୀ ଚାଉଳ ଯୋଗାଇ ନ ଦେଇଥିବାରୁ ଏହି ମିଲଗୁଡ଼ିକ ବିରୋଧରେ ଦଣ୍ଡବିଧାନ କରାଯାଇଛି। ଏହାଛଡ଼ା ସେମାନଙ୍କ ବ୍ୟାଙ୍କ ଗ୍ୟାରେଣ୍ଟି ମଧ୍ୟ ଜବତ କରାଯାଇଛି। ଆଗାମୀ ଦିନରେ ଏଭଳି ଅନିୟମିତତା ରୋକିବା ପାଇଁ କଡ଼ା ନଜର ରଖାଯିବ ବୋଲି ସେ କହିଛନ୍ତି। <box>20 887 148 1015</box>
congress-headline: କଂଗ୍ରେସ ଆନ୍ଦୋଳନକୁ ବାମପନ୍ଥୀ ନେତାଙ୍କ ସମର୍ଥନ <box>68 490 497 516</box>
assembly-badge-label2: ଖବର <box>168 644 213 662</box>
train-photo-2 <box>850 774 969 863</box>
coastguard-col-2: ସମୁଦ୍ରରେ ବୁଡ଼ିଯାଉଥିବା ଡଙ୍ଗାରେ ଥିବା ମତ୍ସ୍ୟଜୀବୀଙ୍କୁ ଉଦ୍ଧାର କରିବା ପାଇଁ ସେ ନିଜର ଜୀବନକୁ ବିପଦରେ ପକାଇଥିଲେ। ଏହି ସାହସିକତା ପାଇଁ ତାଙ୍କୁ ସମ୍ମାନିତ କରାଯାଇଛି। ଯୋଜନା ମୁତାବକ ଏହି କାର୍ଯ୍ୟକୁ ସଫଳ କରିବାରେ ସେ ସହାୟକ ହୋଇଥିଲେ। ଏହି ଦୁର୍ଗମ ପରିସ୍ଥିତିରେ ମଧ୍ୟ ସେ ନିଜର ଦାୟିତ୍ୱକୁ ସୁଚାରୁ ରୂପେ ସମ୍ପାଦନ କରିଥିଲେ ବୋଲି କୋଷ୍ଟଗାର୍ଡ ଅଧିକାରୀ କହିଛନ୍ତି। ସେ ଓଡ଼ିଶାର କେନ୍ଦ୍ରାପଡ଼ା ଜିଲ୍ଲାର ବାସିନ୍ଦା। ତାଙ୍କର ଏହି ସଫଳତାରେ ପରିବାର ତଥା ରାଜ୍ୟବାସୀ ଗର୍ବିତ। ଏହି ପୁରସ୍କାର ପାଇବା ପରେ ପ୍ରଗତି କହିଛନ୍ତି ଯେ ଦେଶ ସେବା ହିଁ ତାଙ୍କର ମୁଖ୍ୟ ଲକ୍ଷ୍ୟ। <box>776 130 954 226</box>
train-col-2: ଘଟଣା ବୁଧବାର ସକାଳେ ଘଟିଥିଲା ବୋଲି ରେଳ ବିଭାଗ ସୂଚନା ଦେଇଛି। ସିସିଟିଭି ଫୁଟେଜ ଯାଞ୍ଚ କରାଯାଉଛି। ଦୋଷୀଙ୍କୁ ଚିହ୍ନଟ କରି କଡ଼ା କାର୍ଯ୍ୟାନୁଷ୍ଠାନ ଗ୍ରହଣ କରାଯିବ ବୋଲି ରେଳ ଅଧିକାରୀ କହିଛନ୍ତି। ଯାତ୍ରୀମାନେ ଆତଙ୍କିତ ହୋଇପଡ଼ିଥିଲେ। <box>985 683 1082 768</box>
factory-column <box>1322 1303 1510 1581</box>
accident-col-2 <box>543 678 632 909</box>
masthead-middle <box>211 48 1249 67</box>
temple-admin-subheadline: ଶ୍ରୀମନ୍ଦିର ପ୍ରଶାସନକୁ ସୁଚାରୁରୂପେ ସଜାଡ଼ ନୀତିକାନ୍ତି ପାଳନ ହେଉ : ଗଜପତି <box>769 874 1060 886</box>
assembly4-col-2: ରାଜ୍ୟରେ ପ୍ରତିଦିନ ହାରାହାରି ୧୧.୧୧ କୋଟି ଟଙ୍କାର ରାଜସ୍ୱ କ୍ଷତି ହେଉଛି ବୋଲି ବିଧାନସଭାରେ ସୂଚନା ଦିଆଯାଇଛି। ଏହି କ୍ଷତି ମୁଖ୍ୟତଃ ଖଣି, ଆବକାରୀ ଓ ପରିବହନ କ୍ଷେତ୍ରରେ ହେଉଛି। ସରକାର ଏହାକୁ ରୋକିବା ପାଇଁ ନୂତନ ବ୍ୟବସ୍ଥା ଗ୍ରହଣ କରୁଛନ୍ତି। ଡିଜିଟାଲ ମାଧ୍ୟମରେ ତଦାରଖ ବ୍ୟବସ୍ଥା ଲାଗୁ କରାଯିବ ବୋଲି ମନ୍ତ୍ରୀ କହିଛନ୍ତି। <box>156 1199 292 1287</box>
top-section <box>20 84 1510 615</box>
factory-text-2: ସରକାର ପକ୍ଷରୁ ଏହି ଅଭିଯୋଗକୁ ଖଣ୍ଡନ କରାଯାଇଛି। ଶାସକ ଦଳର ନେତାମାନେ କହିଛନ୍ତି ଯେ ବିରୋଧୀ ଦଳ ଅଯଥା ରାଜନୀତି କରୁଛି। ଆଇନ ଶୃଙ୍ଖଳା ପରିସ୍ଥିତି ସମ୍ପୂର୍ଣ୍ଣ ନିୟନ୍ତ୍ରଣରେ ରହିଛି ବୋଲି ସେମାନେ ଦାବି କରିଛନ୍ତି। <box>1331 1421 1510 1462</box>
tribute-text: ପ୍ରଖ୍ୟାତ ଚିକିତ୍ସକ ତଥା ସମାଜସେବୀ ଡା. ଦେବେନ୍ଦ୍ର ପ୍ରଧାନଙ୍କ ବିୟୋଗରେ ଶୋକ ପ୍ରକାଶ କରାଯାଇଛି। ବୁଧବାର ଆୟୋଜିତ ଏକ ଶୋକସଭାରେ ଅନେକ ବିଶିଷ୍ଟ ବ୍ୟକ୍ତି ଯୋଗ ଦେଇ ତାଙ୍କୁ ଶ୍ରଦ୍ଧାଞ୍ଜଳି ଅର୍ପଣ କରିଥିଲେ। ତାଙ୍କର ସମାଜ ପାଇଁ ଦେଇଥିବା ଅବଦାନ ଚିରସ୍ମରଣୀୟ ହୋଇ ରହିବ ବୋଲି ବକ୍ତାମାନେ କହିଥିଲେ। <box>1100 658 1510 688</box>
temple-admin-col-3: ଘଟଣା ବୁଧବାର ସକାଳେ ଘଟିଥିଲା ବୋଲି ରେଳ ବିଭାଗ ସୂଚନା ଦେଇଛି। ସିସିଟିଭି ଫୁଟେଜ ଯାଞ୍ଚ କରାଯାଉଛି। ଦୋଷୀଙ୍କୁ ଚିହ୍ନଟ କରି କଡ଼ା କାର୍ଯ୍ୟାନୁଷ୍ଠାନ ଗ୍ରହଣ କରାଯିବ ବୋଲି ରେଳ ଅଧିକାରୀ କହିଛନ୍ତି। ଯାତ୍ରୀମାନେ ଆତଙ୍କିତ ହୋଇପଡ଼ିଥିଲେ। <box>972 895 1081 983</box>
factory-body <box>1331 1349 1510 1415</box>
coastguard-block <box>556 84 1510 615</box>
tb-col-2: ଏହି ଅବସରରେ ଆୟୋଜିତ କାର୍ଯ୍ୟକ୍ରମରେ ସ୍ଥାନୀୟ ପ୍ରଶାସନ ଅଧିକାରୀ ଓ ସ୍ୱାସ୍ଥ୍ୟକର୍ମୀମାନେ ଯୋଗ ଦେଇଥିଲେ। ଯକ୍ଷ୍ମା ରୋଗ ସମ୍ପର୍କରେ ଲୋକଙ୍କୁ ସଚେତନ କରାଇବା ଏବଂ ସମୟରେ ଚିକିତ୍ସା କରାଇବା ଉପରେ ଗୁରୁତ୍ୱ ଦିଆଯାଇଥିଲା। <box>835 1365 990 1417</box>
bottom-filler-text: ରାଜ୍ୟରେ କେତେକ ବେସରକାରୀ କମ୍ପାନୀ ନିୟମ ବହିର୍ଭୂତ ଭାବରେ ବ୍ୟବସାୟ କରୁଥିବା ଅଭିଯୋଗ ଉପରେ ବିଧାନସଭାରେ ଆଲୋଚନା ହୋଇଥିଲା। ମନ୍ତ୍ରୀ କହିଛନ୍ତି ଯେ ଅଭିଯୋଗ ଆସିଲେ ତୁରନ୍ତ ତଦନ୍ତ କରାଯିବ ଏବଂ ଦୋଷୀଙ୍କ ବିରୋଧରେ ଆଇନାନୁଗ କାର୍ଯ୍ୟାନୁଷ୍ଠାନ ଗ୍ରହଣ କରାଯିବ। ଏ ସମ୍ପର୍କରେ ଏକ ବିଶେଷ ଦଳ ଗଠନ କରାଯାଇଛି। ସମ୍ପୃକ୍ତ କମ୍ପାନୀଗୁଡ଼ିକର କାଗଜପତ୍ର ଯାଞ୍ଚ କରାଯାଉଛି। ଗ୍ରାହକମାନଙ୍କୁ ସଚେତନ ରହିବା ପାଇଁ ପରାମର୍ଶ ଦିଆଯାଇଛି। <box>20 1305 437 1334</box>
assembly1-col-2: ରାଜ୍ୟରେ ଖାଦ୍ୟ ସୁରକ୍ଷା ଯୋଜନା ଅଧୀନରେ ବର୍ଷକୁ ୫ ଲକ୍ଷ ଟନରୁ ଅଧିକ ଅଠା ଚାଉଳ ଆବଶ୍ୟକ ହେଉଛି ବୋଲି ବିଧାନସଭାରେ ସୂଚନା ଦିଆଯାଇଛି। ଖାଦ୍ୟ ଯୋଗାଣ ମନ୍ତ୍ରୀ ଲିଖିତ ଉତ୍ତରରେ କହିଛନ୍ତି ଯେ ରାଜ୍ୟରେ ୩୬୪ ଲକ୍ଷ ହିତାଧିକାରୀଙ୍କୁ ଚାଉଳ ଯୋଗାଇ ଦିଆଯାଉଛି। ଏଥିପାଇଁ ପ୍ରତି ମାସରେ ପ୍ରାୟ ୧.୪୫ ଲକ୍ଷ ଟନ ଚାଉଳ ବଣ୍ଟନ କରାଯାଏ। ଅଠା ଚାଉଳ ପ୍ରସ୍ତୁତ ପାଇଁ ରାଜ୍ୟରେ ଅନେକ ମିଲକୁ ଅନୁମତି ଦିଆଯାଇଛି। ଗତ ଆର୍ଥିକ ବର୍ଷରେ ଏହି ବାବଦରେ ପ୍ରାୟ ୧୦୨୫ କୋଟି ଟଙ୍କା ଖର୍ଚ୍ଚ କରାଯାଇଥିଲା। ଚଳିତ ବର୍ଷ ଏହି ପରିମାଣ ଆହୁରି ବଢ଼ିବ ବୋଲି ଆକଳନ କରାଯାଇଛି। <box>156 706 292 849</box>
heatwave-photo <box>700 412 879 540</box>
